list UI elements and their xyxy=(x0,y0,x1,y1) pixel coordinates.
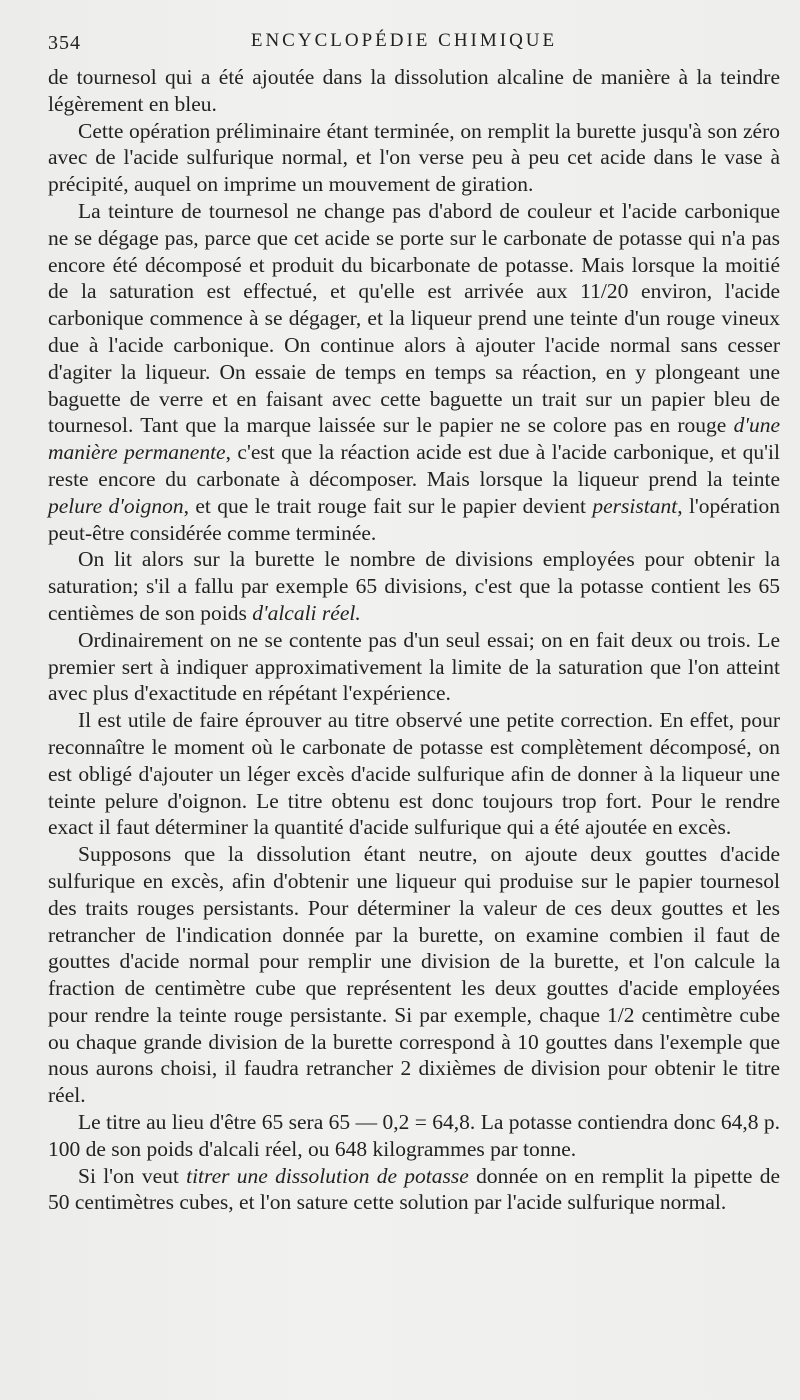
italic-text: titrer une dissolution de potasse xyxy=(186,1163,469,1188)
text-run: , l'opération peut-être considérée comme terminée. xyxy=(48,493,780,545)
text-run: On lit alors sur la burette le nombre de divisions employées pour obtenir la saturation; s'il a fallu par exemple 65 divisions, c'est que la potasse contient les 65 centièmes de son poids xyxy=(48,547,780,625)
page-header xyxy=(48,28,760,56)
body-text xyxy=(48,64,780,1216)
running-title: ENCYCLOPÉDIE CHIMIQUE xyxy=(250,30,558,51)
paragraph xyxy=(48,1109,780,1163)
paragraph xyxy=(48,546,780,626)
text-run: Ordinairement on ne se contente pas d'un seul essai; on en fait deux ou trois. Le premier sert à indiquer approximativement la limite de la saturation que l'on atteint avec plus d'exactitude en répétant l'expérience. xyxy=(48,627,780,706)
text-run: Il est utile de faire éprouver au titre observé une petite correction. En effet, pour reconnaître le moment où le carbonate de potasse est complètement décomposé, on est obligé d'ajouter un léger excès d'acide sulfurique afin de donner à la liqueur une teinte pelure d'oignon. Le titre obtenu est donc toujours trop fort. Pour le rendre exact il faut déterminer la quantité d'acide sulfurique qui a été ajoutée en excès. xyxy=(48,708,780,840)
italic-text: pelure d'oignon xyxy=(48,493,184,518)
paragraph xyxy=(48,841,780,1109)
italic-text: persistant xyxy=(592,493,678,518)
paragraph xyxy=(48,198,780,546)
text-run: La teinture de tournesol ne change pas d'abord de couleur et l'acide carbonique ne se dégage pas, parce que cet acide se porte sur le carbonate de potasse qui n'a pas encore été décomposé et produit du bicarbonate de potasse. Mais lorsque la moitié de la saturation est effectué, et qu'elle est arrivée aux 11/20 environ, l'acide carbonique commence à se dégager, et la liqueur prend une teinte d'un rouge vineux due à l'acide carbonique. On continue alors à ajouter l'acide normal sans cesser d'agiter la liqueur. On essaie de temps en temps sa réaction, en y plongeant une baguette de verre et en faisant avec cette baguette un trait sur un papier bleu de tournesol. Tant que la marque laissée sur le papier ne se colore pas en rouge xyxy=(48,198,780,438)
paragraph xyxy=(48,1163,780,1217)
text-run: , c'est que la réaction acide est due à l'acide carbonique, et qu'il reste encore du carbonate à décomposer. Mais lorsque la liqueur prend la teinte xyxy=(48,440,780,491)
text-run: de tournesol qui a été ajoutée dans la dissolution alcaline de manière à la teindre légèrement en bleu. xyxy=(48,65,780,116)
text-run: Supposons que la dissolution étant neutre, on ajoute deux gouttes d'acide sulfurique en excès, afin d'obtenir une liqueur qui produise sur le papier tournesol des traits rouges persistants. Pour déterminer la valeur de ces deux gouttes et les retrancher de l'indication donnée par la burette, on examine combien il faut de gouttes d'acide normal pour remplir une division de la burette, et l'on calcule la fraction de centimètre cube que représentent les deux gouttes d'acide employées pour rendre la teinte rouge persistante. Si par exemple, chaque 1/2 centimètre cube ou chaque grande division de la burette correspond à 10 gouttes dans l'exemple que nous aurons choisi, il faudra retrancher 2 dixièmes de division pour obtenir le titre réel. xyxy=(48,842,780,1108)
text-run: Si l'on veut xyxy=(78,1163,187,1188)
text-run: , et que le trait rouge fait sur le papier devient xyxy=(183,493,593,518)
page-number: 354 xyxy=(48,32,81,54)
text-run: Cette opération préliminaire étant terminée, on remplit la burette jusqu'à son zéro avec de l'acide sulfurique normal, et l'on verse peu à peu cet acide dans le vase à précipité, auquel on imprime un mouvement de giration. xyxy=(48,118,780,197)
paragraph xyxy=(48,707,780,841)
paragraph xyxy=(48,64,780,118)
italic-text: d'une manière permanente xyxy=(48,413,780,465)
italic-text: d'alcali réel. xyxy=(252,600,361,625)
text-run: donnée on en remplit la pipette de 50 centimètres cubes, et l'on sature cette solution par l'acide sulfurique normal. xyxy=(48,1163,780,1215)
paragraph xyxy=(48,118,780,198)
text-run: Le titre au lieu d'être 65 sera 65 — 0,2 = 64,8. La potasse contiendra donc 64,8 p. 100 de son poids d'alcali réel, ou 648 kilogrammes par tonne. xyxy=(48,1110,780,1161)
paragraph xyxy=(48,627,780,707)
